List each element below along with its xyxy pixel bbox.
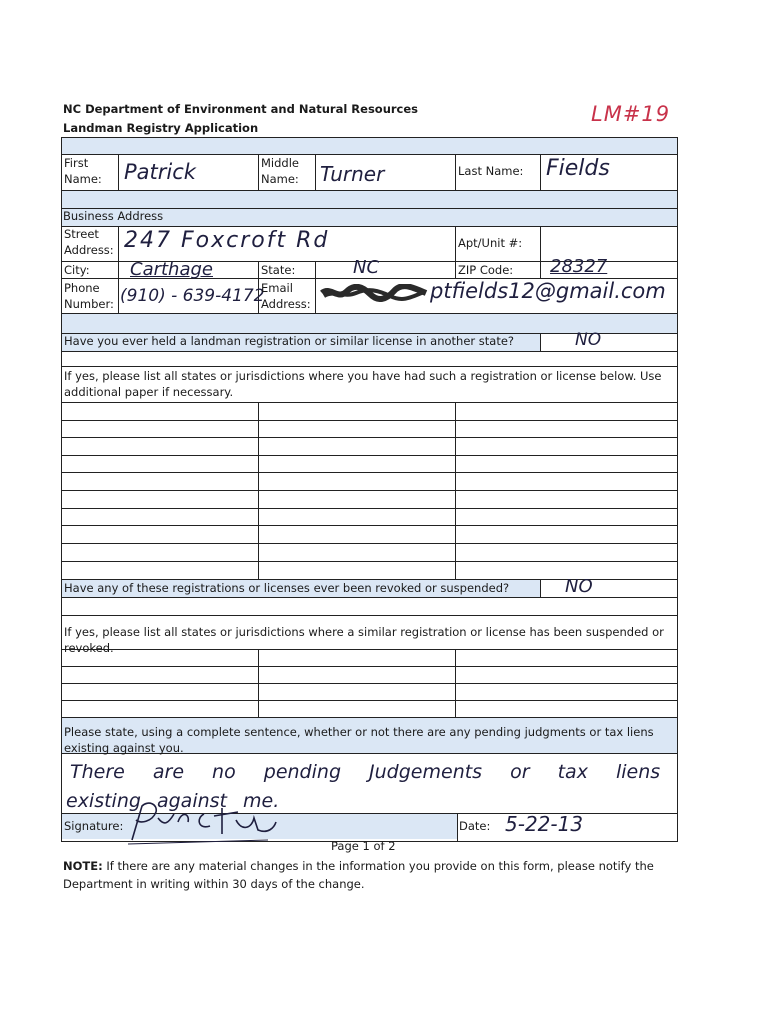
question-1: Have you ever held a landman registration or similar license in another state? <box>64 334 515 348</box>
middle-name-value[interactable]: Turner <box>320 162 385 186</box>
email-address-value[interactable]: ptfields12@gmail.com <box>430 279 666 303</box>
zip-code-value[interactable]: 28327 <box>550 256 608 277</box>
form-title: Landman Registry Application <box>63 121 259 135</box>
top-band <box>62 138 677 154</box>
question-5: Please state, using a complete sentence, whether or not there are any pending judgments or tax liens existing against you. <box>64 725 654 755</box>
middle-name-label: Middle Name: <box>261 156 299 186</box>
state-label: State: <box>261 263 296 277</box>
note-label: NOTE: <box>63 859 103 873</box>
last-name-value[interactable]: Fields <box>546 156 610 181</box>
question-4: If yes, please list all states or jurisdictions where a similar registration or license has been suspended or revoked. <box>64 625 664 655</box>
answer-1[interactable]: NO <box>575 330 602 350</box>
registry-stamp: LM#19 <box>591 102 671 126</box>
answer-3[interactable]: NO <box>565 576 593 597</box>
redaction-scribble <box>320 284 428 302</box>
answer-5-line-2[interactable]: existing against me. <box>66 790 280 812</box>
answer-5-line-1[interactable]: There are no pending Judgements or tax liens <box>70 761 661 783</box>
note-text <box>63 857 683 893</box>
business-address-label: Business Address <box>63 209 164 223</box>
zip-code-label: ZIP Code: <box>458 263 514 277</box>
signature-label: Signature: <box>64 819 124 833</box>
phone-number-label: Phone Number: <box>64 281 114 311</box>
city-label: City: <box>64 263 90 277</box>
apt-unit-label: Apt/Unit #: <box>458 236 523 250</box>
page-number: Page 1 of 2 <box>331 839 396 853</box>
signature-scribble[interactable] <box>118 800 278 848</box>
question-3: Have any of these registrations or licenses ever been revoked or suspended? <box>64 581 510 595</box>
email-address-label: Email Address: <box>261 281 311 311</box>
question-2: If yes, please list all states or jurisdictions where you have had such a registration or license below. Use additional paper if necessary. <box>64 369 662 399</box>
last-name-label: Last Name: <box>458 164 524 178</box>
note-body: If there are any material changes in the information you provide on this form, please notify the Department in writing within 30 days of the change. <box>63 859 654 891</box>
date-label: Date: <box>459 819 491 833</box>
first-name-label: First Name: <box>64 156 102 186</box>
department-title: NC Department of Environment and Natural Resources <box>63 102 419 116</box>
street-address-label: Street Address: <box>64 227 114 257</box>
first-name-value[interactable]: Patrick <box>124 160 196 184</box>
city-value[interactable]: Carthage <box>130 259 213 280</box>
street-address-value[interactable]: 247 Foxcroft Rd <box>124 228 330 253</box>
phone-number-value[interactable]: (910) - 639-4172 <box>120 286 265 306</box>
date-value[interactable]: 5-22-13 <box>505 812 584 836</box>
state-value[interactable]: NC <box>353 257 380 278</box>
